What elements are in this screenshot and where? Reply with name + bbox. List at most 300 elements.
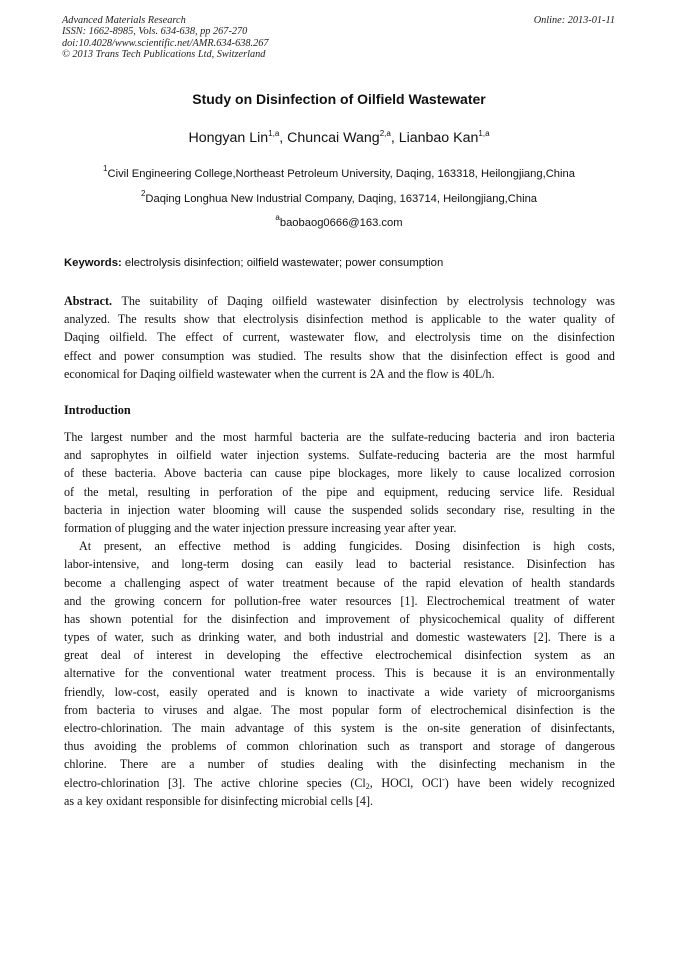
word: long-term <box>181 557 230 572</box>
word: because <box>336 575 375 590</box>
text-line <box>64 628 615 646</box>
word: problems <box>171 739 217 754</box>
text-line <box>64 501 615 519</box>
email-address: baobaog0666@163.com <box>279 217 403 229</box>
word: [3]. <box>167 775 186 790</box>
word: the <box>428 348 443 363</box>
word: can <box>285 557 303 572</box>
word: has <box>598 557 615 572</box>
word: of <box>517 684 528 699</box>
text-line <box>64 592 615 610</box>
text-line <box>64 683 615 701</box>
word: studies <box>280 757 315 772</box>
word: will <box>267 502 287 517</box>
word: electrolysis <box>243 312 299 327</box>
word: concern <box>163 593 202 608</box>
word: and <box>259 684 277 699</box>
word: secondary <box>446 502 496 517</box>
word: common <box>246 739 289 754</box>
word: of <box>411 702 422 717</box>
word: year. <box>433 520 457 535</box>
word: of <box>545 739 556 754</box>
journal-name: Advanced Materials Research <box>62 15 186 26</box>
word: the <box>533 330 548 345</box>
text-line <box>64 519 615 537</box>
word: show <box>183 312 210 327</box>
word: time <box>480 330 502 345</box>
word: results <box>144 312 177 327</box>
word: most <box>543 448 568 463</box>
word: are <box>495 448 511 463</box>
word: the <box>302 484 317 499</box>
word: microorganisms <box>537 684 615 699</box>
word: oilfield <box>178 366 214 381</box>
word: advantage <box>234 721 284 735</box>
word: storage <box>500 739 536 754</box>
word: physicochemical <box>419 611 501 626</box>
word: can <box>250 466 267 481</box>
word: injection <box>256 448 299 463</box>
word: the <box>293 648 308 663</box>
word: process. <box>335 666 376 681</box>
word: electrolysis <box>468 294 524 308</box>
word: cause <box>294 502 322 517</box>
word: water <box>220 448 248 463</box>
word: and <box>472 739 491 754</box>
word: as <box>399 739 410 754</box>
word: applicable <box>431 312 481 327</box>
word: both <box>308 630 331 645</box>
word: in <box>110 502 120 517</box>
word: disinfection <box>462 539 520 554</box>
word: the <box>600 702 615 717</box>
word: disinfection <box>450 348 508 363</box>
word: is <box>282 539 291 554</box>
word: current, <box>242 330 280 345</box>
word: species <box>306 775 342 790</box>
word: inactivate <box>367 684 415 699</box>
word: is <box>286 684 295 699</box>
author-separator: , <box>279 130 288 146</box>
word: of <box>64 466 75 481</box>
word: from <box>64 702 88 717</box>
word: rapid <box>425 575 451 590</box>
word: of <box>568 593 579 608</box>
word: blooming <box>213 502 260 517</box>
word: to <box>488 312 499 327</box>
word: and <box>151 557 170 572</box>
word: reducing <box>447 484 491 499</box>
word: good <box>565 348 590 363</box>
word: The <box>172 721 192 735</box>
word: of <box>97 630 108 645</box>
word: 2A <box>369 366 385 381</box>
word: shown <box>89 611 122 626</box>
word: of <box>133 648 144 663</box>
word: domestic <box>415 630 460 645</box>
word: a <box>424 684 430 699</box>
word: bacteria <box>300 430 339 444</box>
word: is <box>451 366 460 381</box>
word: treatment <box>514 593 560 608</box>
word: for <box>124 666 139 681</box>
text-line <box>64 537 615 555</box>
word: key <box>85 793 104 808</box>
text-line <box>64 328 615 346</box>
author-name: Hongyan Lin <box>188 130 269 146</box>
word: Electrochemical <box>426 593 506 608</box>
word: industrial <box>337 630 384 645</box>
word: known <box>304 684 338 699</box>
text-line <box>64 646 615 664</box>
paper-title: Study on Disinfection of Oilfield Wastewater <box>192 91 486 107</box>
word: method <box>233 539 270 554</box>
word: disinfection <box>306 312 364 327</box>
affiliation-2 <box>0 189 678 206</box>
word: after <box>407 520 431 535</box>
word: for <box>122 366 137 381</box>
word: Sulfate-reducing <box>358 448 440 463</box>
word: for <box>183 611 198 626</box>
word: of <box>512 575 523 590</box>
author-affiliation-mark: 2,a <box>379 129 391 138</box>
word: wastewater <box>216 366 272 381</box>
word: deal <box>100 648 121 663</box>
word: such <box>151 630 174 645</box>
word: The <box>121 294 141 308</box>
word: economical <box>64 366 120 381</box>
word: variety <box>473 684 507 699</box>
word: an <box>154 539 166 554</box>
word: environmentally <box>535 666 615 681</box>
word: The <box>64 430 83 444</box>
word: transport <box>419 739 463 754</box>
word: wastewaters <box>467 630 527 645</box>
word: rise, <box>503 502 525 517</box>
word: generation <box>469 721 522 735</box>
word: bacteria <box>478 430 517 444</box>
word: and <box>391 630 409 645</box>
word: and <box>597 348 615 363</box>
word: likely <box>430 466 458 481</box>
word: in <box>582 502 593 517</box>
word: in <box>577 757 588 772</box>
word: different <box>573 611 615 626</box>
word: popular <box>332 702 370 717</box>
author-list <box>0 129 678 147</box>
word: a <box>609 630 615 645</box>
text-line <box>64 574 615 592</box>
word: developing <box>226 648 281 663</box>
word: the <box>83 484 99 499</box>
word: the <box>519 448 535 463</box>
word: to <box>144 702 154 717</box>
journal-header <box>62 15 269 61</box>
word: largest <box>90 430 123 444</box>
word: as <box>181 630 192 645</box>
word: of <box>604 312 615 327</box>
word: and <box>174 520 192 535</box>
word: the <box>369 430 384 444</box>
word: by <box>446 294 459 308</box>
abstract-label: Abstract. <box>64 294 113 308</box>
word: resulting <box>147 484 191 499</box>
word: electro-chlorination. <box>64 721 163 735</box>
word: water <box>246 575 274 590</box>
word: sulfate-reducing <box>391 430 471 444</box>
word: to <box>388 557 398 572</box>
word: electrochemical <box>430 702 508 717</box>
superscript: - <box>442 774 445 784</box>
word: water, <box>247 630 277 645</box>
author-separator: , <box>390 130 399 146</box>
word: a <box>189 757 195 772</box>
keywords <box>64 256 443 270</box>
word: year <box>384 520 405 535</box>
word: costs, <box>587 539 615 554</box>
word: localized <box>517 466 562 481</box>
word: disinfectants, <box>550 721 615 735</box>
word: Daqing <box>64 330 100 345</box>
word: more <box>397 466 423 481</box>
word: disinfection <box>464 648 522 663</box>
introduction-body <box>64 428 615 810</box>
word: cells <box>330 793 353 808</box>
word: The <box>303 348 323 363</box>
word: effect <box>185 330 213 345</box>
word: interest <box>156 648 193 663</box>
word: an <box>603 648 615 663</box>
word: because <box>433 666 472 681</box>
word: widely <box>520 775 554 790</box>
word: life. <box>543 484 563 499</box>
word: resulting <box>532 502 575 517</box>
word: that <box>402 348 421 363</box>
word: the <box>402 575 418 590</box>
word: suspended <box>351 502 403 517</box>
keywords-label: Keywords: <box>64 257 122 269</box>
word: and <box>64 448 82 463</box>
word: to <box>465 466 476 481</box>
word: resources <box>345 593 392 608</box>
word: growing <box>114 593 155 608</box>
word: equipment, <box>384 484 439 499</box>
word: harmful <box>576 448 615 463</box>
word: of <box>257 757 268 772</box>
word: cause <box>482 466 510 481</box>
word: treatment <box>282 575 329 590</box>
word: recognized <box>561 775 615 790</box>
word: wastewater <box>316 294 371 308</box>
word: drinking <box>198 630 240 645</box>
word: for <box>203 793 218 808</box>
word: main <box>200 721 226 735</box>
word: of <box>282 484 293 499</box>
word: disinfecting <box>439 757 497 772</box>
text-line <box>64 446 615 464</box>
word: elevation <box>459 575 504 590</box>
word: dealing <box>327 757 364 772</box>
affiliation-text: Daqing Longhua New Industrial Company, Daqing, 163714, Heilongjiang,China <box>145 193 538 205</box>
word: is <box>582 702 591 717</box>
word: thus <box>64 739 85 754</box>
word: bacteria <box>64 502 103 517</box>
word: water <box>528 312 556 327</box>
word: bacteria <box>96 702 136 717</box>
text-line <box>64 365 615 383</box>
word: 40L/h. <box>462 366 495 381</box>
word: bacteria. <box>114 466 156 481</box>
word: bacteria <box>576 430 615 444</box>
word: At <box>79 539 92 554</box>
word: as <box>64 793 75 808</box>
word: the <box>329 502 344 517</box>
word: form <box>378 702 402 717</box>
word: technology <box>532 294 587 308</box>
affiliation-mark: 1 <box>103 164 108 173</box>
text-line <box>64 610 615 628</box>
word: the <box>506 312 521 327</box>
text-line <box>64 737 615 755</box>
word: flow <box>426 366 449 381</box>
word: service <box>499 484 535 499</box>
word: on-site <box>427 721 461 735</box>
affiliation-1 <box>0 164 678 181</box>
word: The <box>117 312 137 327</box>
word: chlorine. <box>64 757 107 772</box>
word: most <box>299 702 323 717</box>
word: Daqing <box>140 366 176 381</box>
word: water, <box>114 630 144 645</box>
word: electrolysis <box>415 330 471 345</box>
word: is <box>593 630 603 645</box>
word: conventional <box>172 666 235 681</box>
word: mechanism <box>509 757 565 772</box>
word: Residual <box>572 484 615 499</box>
word: an <box>514 666 527 681</box>
word: of <box>553 611 564 626</box>
word: injection <box>127 502 171 517</box>
word: blockages, <box>338 466 390 481</box>
word: cause <box>274 466 302 481</box>
word: is <box>415 312 424 327</box>
word: solids <box>410 502 439 517</box>
affiliation-text: Civil Engineering College,Northeast Petroleum University, Daqing, 163318, Heilongjiang,China <box>107 168 575 180</box>
word: great <box>64 648 89 663</box>
word: fungicides. <box>348 539 403 554</box>
word: and <box>524 430 542 444</box>
word: injection <box>242 520 285 535</box>
word: this <box>313 721 332 735</box>
word: the <box>200 430 216 444</box>
word: lead <box>355 557 376 572</box>
word: water <box>212 520 240 535</box>
corresponding-email <box>0 213 678 230</box>
word: increasing <box>331 520 381 535</box>
word: and <box>175 430 193 444</box>
word: dangerous <box>565 739 615 754</box>
word: on <box>511 330 524 345</box>
word: is <box>532 539 541 554</box>
word: flow, <box>353 330 379 345</box>
word: in <box>199 484 210 499</box>
text-line <box>64 555 615 573</box>
word: disinfection <box>557 330 615 345</box>
word: corrosion <box>569 466 615 481</box>
word: pipe <box>309 466 331 481</box>
copyright-notice: © 2013 Trans Tech Publications Ltd, Switzerland <box>62 49 266 61</box>
word: system <box>341 721 375 735</box>
word: types <box>64 630 90 645</box>
word: current <box>321 366 356 381</box>
word: is <box>358 366 367 381</box>
word: OCl-) <box>421 774 449 790</box>
abstract <box>64 292 615 383</box>
word: health <box>530 575 561 590</box>
text-line <box>64 483 615 501</box>
word: bacteria <box>203 466 243 481</box>
subscript: 2 <box>365 781 370 791</box>
text-line <box>64 292 615 310</box>
word: are <box>346 430 362 444</box>
word: adding <box>303 539 337 554</box>
word: analyzed. <box>64 312 110 327</box>
word: improvement <box>325 611 390 626</box>
word: HOCl, <box>381 775 414 790</box>
text-line <box>64 428 615 446</box>
word: Daqing <box>227 294 263 308</box>
word: [2]. <box>533 630 551 645</box>
word: consumption <box>161 348 225 363</box>
word: the <box>303 366 319 381</box>
word: of <box>383 575 394 590</box>
word: oilfield <box>272 294 308 308</box>
text-line <box>64 347 615 365</box>
author-affiliation-mark: 1,a <box>478 129 490 138</box>
word: challenging <box>124 575 181 590</box>
word: [1]. <box>400 593 418 608</box>
word: pollution-free <box>234 593 301 608</box>
word: the <box>600 502 615 517</box>
word: been <box>488 775 512 790</box>
word: and <box>387 366 406 381</box>
online-date: Online: 2013-01-11 <box>533 15 615 26</box>
author-name: Lianbao Kan <box>398 130 479 146</box>
text-line <box>64 664 615 682</box>
word: easily <box>169 684 198 699</box>
word: water <box>309 593 337 608</box>
word: avoiding <box>94 739 137 754</box>
word: The <box>271 702 290 717</box>
word: saprophytes <box>90 448 149 463</box>
word: viruses <box>163 702 198 717</box>
word: have <box>457 775 481 790</box>
word: disinfecting <box>220 793 279 808</box>
word: water <box>244 666 272 681</box>
word: the <box>600 757 615 772</box>
text-line <box>64 719 615 737</box>
word: as <box>580 648 591 663</box>
word: water <box>178 502 205 517</box>
word: formation <box>64 520 112 535</box>
word: of <box>207 294 218 308</box>
word: potential <box>131 611 174 626</box>
word: [4]. <box>355 793 373 808</box>
word: and <box>98 348 117 363</box>
word: in <box>157 448 168 463</box>
word: of <box>114 520 125 535</box>
word: pressure <box>287 520 329 535</box>
